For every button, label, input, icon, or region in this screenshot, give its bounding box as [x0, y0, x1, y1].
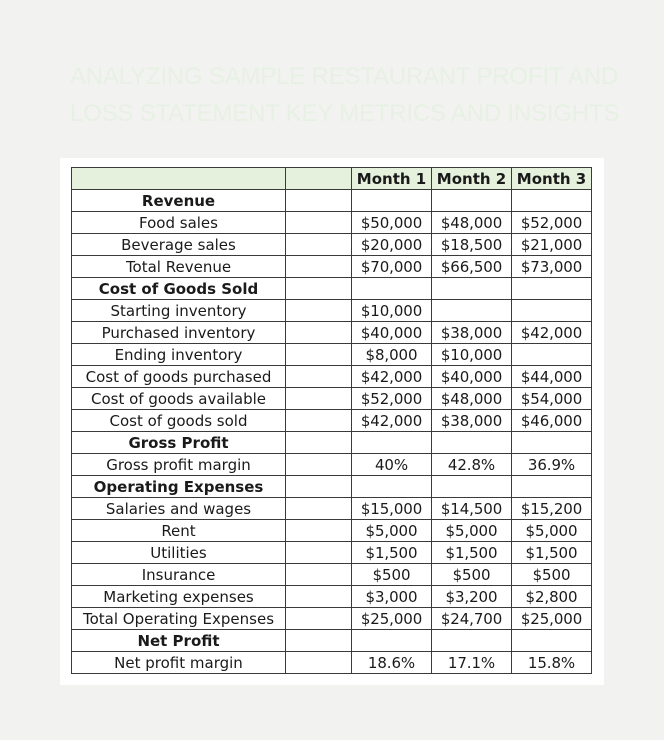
table-row: [72, 344, 592, 366]
value-cell-month-1: $3,000: [352, 586, 432, 608]
value-cell-month-2: [432, 432, 512, 454]
value-cell-month-3: $46,000: [512, 410, 592, 432]
value-cell-month-3: 15.8%: [512, 652, 592, 674]
value-cell-month-2: $66,500: [432, 256, 512, 278]
table-row: [72, 300, 592, 322]
row-label-cell: Utilities: [72, 542, 286, 564]
row-label-cell: Purchased inventory: [72, 322, 286, 344]
value-cell-month-3: $42,000: [512, 322, 592, 344]
value-cell-month-3: 36.9%: [512, 454, 592, 476]
table-row: [72, 520, 592, 542]
blank-cell: [286, 300, 352, 322]
blank-cell: [286, 322, 352, 344]
value-cell-month-1: [352, 190, 432, 212]
table-row: [72, 410, 592, 432]
value-cell-month-1: $70,000: [352, 256, 432, 278]
table-row: [72, 454, 592, 476]
table-row: [72, 322, 592, 344]
blank-cell: [286, 366, 352, 388]
blank-cell: [286, 586, 352, 608]
value-cell-month-1: [352, 432, 432, 454]
blank-cell: [286, 278, 352, 300]
value-cell-month-2: [432, 190, 512, 212]
value-cell-month-2: $38,000: [432, 322, 512, 344]
table-row: [72, 212, 592, 234]
value-cell-month-1: $20,000: [352, 234, 432, 256]
value-cell-month-2: $500: [432, 564, 512, 586]
page-title: ANALYZING SAMPLE RESTAURANT PROFIT AND LOSS STATEMENT KEY METRICS AND INSIGHTS: [70, 63, 620, 127]
value-cell-month-3: $500: [512, 564, 592, 586]
table-row: [72, 366, 592, 388]
blank-cell: [286, 410, 352, 432]
row-label-cell: Total Operating Expenses: [72, 608, 286, 630]
table-header-row: [72, 168, 592, 190]
value-cell-month-3: $2,800: [512, 586, 592, 608]
value-cell-month-2: $18,500: [432, 234, 512, 256]
value-cell-month-3: [512, 476, 592, 498]
blank-cell: [286, 630, 352, 652]
table-body: [72, 190, 592, 674]
value-cell-month-3: $44,000: [512, 366, 592, 388]
blank-cell: [286, 476, 352, 498]
header-cell-month-1: Month 1: [352, 168, 432, 190]
value-cell-month-1: $40,000: [352, 322, 432, 344]
table-row: [72, 278, 592, 300]
value-cell-month-3: [512, 344, 592, 366]
value-cell-month-1: $10,000: [352, 300, 432, 322]
value-cell-month-2: $3,200: [432, 586, 512, 608]
row-label-cell: Total Revenue: [72, 256, 286, 278]
row-label-cell: Cost of goods available: [72, 388, 286, 410]
value-cell-month-1: $52,000: [352, 388, 432, 410]
table-row: [72, 630, 592, 652]
value-cell-month-1: $1,500: [352, 542, 432, 564]
value-cell-month-3: $15,200: [512, 498, 592, 520]
row-label-cell: Ending inventory: [72, 344, 286, 366]
section-heading-cell: Operating Expenses: [72, 476, 286, 498]
row-label-cell: Rent: [72, 520, 286, 542]
value-cell-month-1: $15,000: [352, 498, 432, 520]
blank-cell: [286, 344, 352, 366]
blank-cell: [286, 652, 352, 674]
table-row: [72, 256, 592, 278]
blank-cell: [286, 212, 352, 234]
table-row: [72, 586, 592, 608]
table-row: [72, 608, 592, 630]
table-row: [72, 190, 592, 212]
row-label-cell: Salaries and wages: [72, 498, 286, 520]
value-cell-month-2: $1,500: [432, 542, 512, 564]
value-cell-month-1: 18.6%: [352, 652, 432, 674]
blank-cell: [286, 520, 352, 542]
row-label-cell: Beverage sales: [72, 234, 286, 256]
value-cell-month-3: [512, 278, 592, 300]
row-label-cell: Net profit margin: [72, 652, 286, 674]
value-cell-month-3: $25,000: [512, 608, 592, 630]
pl-statement-table: [71, 167, 592, 674]
value-cell-month-2: [432, 278, 512, 300]
section-heading-cell: Cost of Goods Sold: [72, 278, 286, 300]
value-cell-month-2: $24,700: [432, 608, 512, 630]
value-cell-month-2: $48,000: [432, 212, 512, 234]
value-cell-month-2: $5,000: [432, 520, 512, 542]
row-label-cell: Cost of goods sold: [72, 410, 286, 432]
blank-cell: [286, 256, 352, 278]
value-cell-month-1: $50,000: [352, 212, 432, 234]
value-cell-month-3: [512, 190, 592, 212]
value-cell-month-1: $8,000: [352, 344, 432, 366]
blank-cell: [286, 388, 352, 410]
table-row: [72, 498, 592, 520]
header-cell-label: [72, 168, 286, 190]
value-cell-month-1: [352, 476, 432, 498]
value-cell-month-1: 40%: [352, 454, 432, 476]
blank-cell: [286, 564, 352, 586]
value-cell-month-2: [432, 630, 512, 652]
value-cell-month-1: $42,000: [352, 410, 432, 432]
value-cell-month-1: $42,000: [352, 366, 432, 388]
value-cell-month-3: [512, 432, 592, 454]
value-cell-month-3: [512, 630, 592, 652]
value-cell-month-3: $73,000: [512, 256, 592, 278]
value-cell-month-2: $14,500: [432, 498, 512, 520]
value-cell-month-2: [432, 476, 512, 498]
row-label-cell: Insurance: [72, 564, 286, 586]
blank-cell: [286, 234, 352, 256]
pl-statement-sheet: [60, 158, 604, 685]
blank-cell: [286, 608, 352, 630]
table-row: [72, 476, 592, 498]
header-cell-month-3: Month 3: [512, 168, 592, 190]
table-row: [72, 388, 592, 410]
section-heading-cell: Gross Profit: [72, 432, 286, 454]
value-cell-month-2: $38,000: [432, 410, 512, 432]
header-cell-blank: [286, 168, 352, 190]
table-row: [72, 652, 592, 674]
blank-cell: [286, 454, 352, 476]
value-cell-month-2: $10,000: [432, 344, 512, 366]
value-cell-month-1: [352, 630, 432, 652]
value-cell-month-1: $25,000: [352, 608, 432, 630]
blank-cell: [286, 498, 352, 520]
value-cell-month-1: $500: [352, 564, 432, 586]
blank-cell: [286, 190, 352, 212]
value-cell-month-2: [432, 300, 512, 322]
table-row: [72, 542, 592, 564]
value-cell-month-3: $52,000: [512, 212, 592, 234]
row-label-cell: Food sales: [72, 212, 286, 234]
table-row: [72, 234, 592, 256]
value-cell-month-2: $40,000: [432, 366, 512, 388]
section-heading-cell: Revenue: [72, 190, 286, 212]
value-cell-month-3: $1,500: [512, 542, 592, 564]
blank-cell: [286, 432, 352, 454]
row-label-cell: Marketing expenses: [72, 586, 286, 608]
value-cell-month-1: [352, 278, 432, 300]
header-cell-month-2: Month 2: [432, 168, 512, 190]
value-cell-month-3: $54,000: [512, 388, 592, 410]
value-cell-month-3: [512, 300, 592, 322]
value-cell-month-3: $21,000: [512, 234, 592, 256]
row-label-cell: Starting inventory: [72, 300, 286, 322]
table-row: [72, 432, 592, 454]
value-cell-month-2: 42.8%: [432, 454, 512, 476]
row-label-cell: Cost of goods purchased: [72, 366, 286, 388]
value-cell-month-2: 17.1%: [432, 652, 512, 674]
blank-cell: [286, 542, 352, 564]
table-row: [72, 564, 592, 586]
value-cell-month-1: $5,000: [352, 520, 432, 542]
value-cell-month-2: $48,000: [432, 388, 512, 410]
value-cell-month-3: $5,000: [512, 520, 592, 542]
row-label-cell: Gross profit margin: [72, 454, 286, 476]
section-heading-cell: Net Profit: [72, 630, 286, 652]
